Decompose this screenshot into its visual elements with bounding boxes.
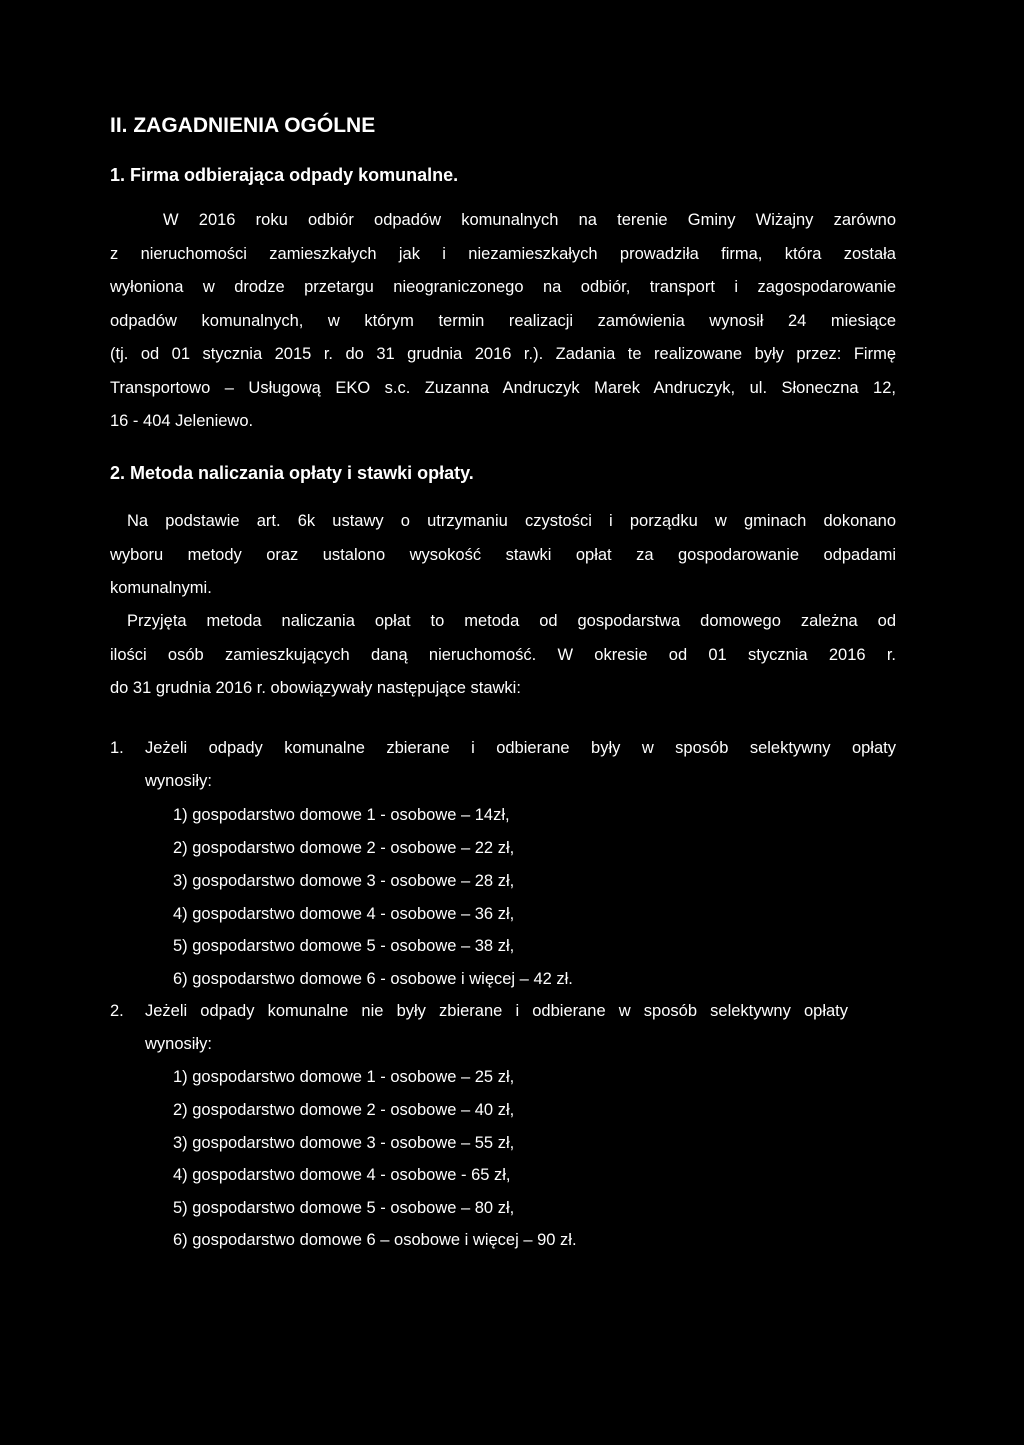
paragraph-line: odpadów komunalnych, w którym termin realizacji zamówienia wynosił 24 miesiące [110,311,896,330]
section-heading: II. ZAGADNIENIA OGÓLNE [110,114,376,137]
rate-item: 3) gospodarstwo domowe 3 - osobowe – 28 zł, [173,872,515,890]
list-item-line: wynosiły: [145,772,212,790]
rate-item: 4) gospodarstwo domowe 4 - osobowe – 36 zł, [173,905,515,923]
list-item-text [145,739,896,805]
list-item-line: wynosiły: [145,1035,212,1053]
paragraph-line: (tj. od 01 stycznia 2015 r. do 31 grudnia 2016 r.). Zadania te realizowane były przez: Firmę [110,345,896,363]
subsection-1-paragraph [110,204,896,439]
list-item-number: 1. [110,739,124,757]
paragraph-line: wyłoniona w drodze przetargu nieograniczonego na odbiór, transport i zagospodarowanie [110,278,896,296]
rate-item: 5) gospodarstwo domowe 5 - osobowe – 38 zł, [173,937,515,955]
rate-item: 4) gospodarstwo domowe 4 - osobowe - 65 zł, [173,1166,511,1184]
rate-item: 2) gospodarstwo domowe 2 - osobowe – 22 zł, [173,839,515,857]
paragraph-line: ilości osób zamieszkujących daną nieruchomość. W okresie od 01 stycznia 2016 r. [110,645,896,664]
rate-item: 3) gospodarstwo domowe 3 - osobowe – 55 zł, [173,1134,515,1152]
paragraph-line: do 31 grudnia 2016 r. obowiązywały następujące stawki: [110,679,521,697]
rate-item: 5) gospodarstwo domowe 5 - osobowe – 80 zł, [173,1199,515,1217]
subsection-2-paragraph-2 [110,605,896,706]
list-item-line: Jeżeli odpady komunalne zbierane i odbierane były w sposób selektywny opłaty [145,739,896,757]
paragraph-line: W 2016 roku odbiór odpadów komunalnych na terenie Gminy Wiżajny zarówno [163,211,896,229]
paragraph-line: wyboru metody oraz ustalono wysokość stawki opłat za gospodarowanie odpadami [110,545,896,564]
paragraph-line: Transportowo – Usługową EKO s.c. Zuzanna Andruczyk Marek Andruczyk, ul. Słoneczna 12, [110,378,896,397]
paragraph-line: komunalnymi. [110,579,212,597]
subsection-1-heading: 1. Firma odbierająca odpady komunalne. [110,165,459,185]
list-item-text [145,1002,848,1068]
rate-item: 6) gospodarstwo domowe 6 – osobowe i więcej – 90 zł. [173,1231,577,1249]
subsection-2-paragraph-1 [110,505,896,606]
paragraph-line: Przyjęta metoda naliczania opłat to metoda od gospodarstwa domowego zależna od [127,612,896,630]
paragraph-line: Na podstawie art. 6k ustawy o utrzymaniu czystości i porządku w gminach dokonano [127,512,896,530]
rate-item: 1) gospodarstwo domowe 1 - osobowe – 25 zł, [173,1068,515,1086]
list-item-line: Jeżeli odpady komunalne nie były zbierane i odbierane w sposób selektywny opłaty [145,1002,848,1020]
rate-item: 1) gospodarstwo domowe 1 - osobowe – 14zł, [173,806,510,824]
list-item-number: 2. [110,1002,124,1020]
rate-item: 2) gospodarstwo domowe 2 - osobowe – 40 zł, [173,1101,515,1119]
rate-item: 6) gospodarstwo domowe 6 - osobowe i więcej – 42 zł. [173,970,573,988]
paragraph-line: z nieruchomości zamieszkałych jak i niezamieszkałych prowadziła firma, która została [110,244,896,263]
subsection-2-heading: 2. Metoda naliczania opłaty i stawki opłaty. [110,463,474,483]
paragraph-line: 16 - 404 Jeleniewo. [110,412,254,430]
